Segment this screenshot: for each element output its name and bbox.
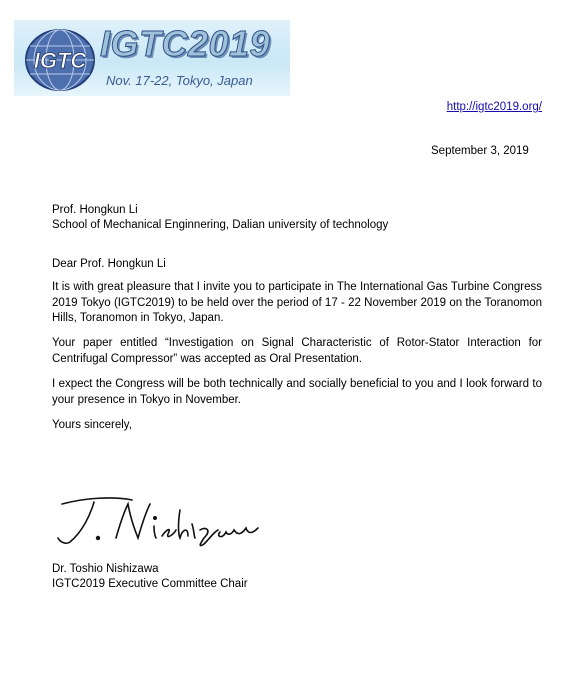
handwritten-signature <box>54 490 264 550</box>
recipient-name: Prof. Hongkun Li <box>52 204 138 216</box>
logo-emblem-text: IGTC <box>33 48 87 73</box>
body-paragraph-paper-accepted: Your paper entitled “Investigation on Signal Characteristic of Rotor-Stator Interaction for Centrifugal Compressor” was accepted as Oral Presentation. <box>52 337 542 365</box>
recipient-affiliation: School of Mechanical Enginnering, Dalian university of technology <box>52 219 389 231</box>
signer-title: IGTC2019 Executive Committee Chair <box>52 578 248 590</box>
salutation: Dear Prof. Hongkun Li <box>52 258 166 270</box>
website-link[interactable]: http://igtc2019.org/ <box>446 101 542 113</box>
logo-title: IGTC2019 <box>100 23 271 64</box>
body-paragraph-expectation: I expect the Congress will be both technically and socially beneficial to you and I look forward to your presence in Tokyo in November. <box>52 378 542 406</box>
letter-date: September 3, 2019 <box>431 145 529 157</box>
signer-name: Dr. Toshio Nishizawa <box>52 563 159 575</box>
body-paragraph-invitation: It is with great pleasure that I invite you to participate in The International Gas Turbine Congress 2019 Tokyo (IGTC2019) to be held over the period of 17 - 22 November 2019 on the Toranomon Hills, Toranomon in Tokyo, Japan. <box>52 281 542 324</box>
logo-subtitle: Nov. 17-22, Tokyo, Japan <box>106 73 253 88</box>
closing: Yours sincerely, <box>52 419 132 431</box>
conference-logo-banner <box>14 20 290 96</box>
globe-emblem-icon <box>22 24 100 94</box>
